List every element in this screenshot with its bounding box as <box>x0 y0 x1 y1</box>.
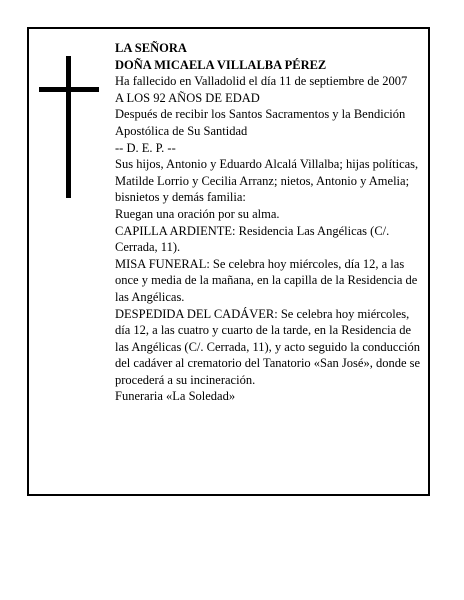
farewell-info: DESPEDIDA DEL CADÁVER: Se celebra hoy miércoles, día 12, a las cuatro y cuarto de la tarde, en la Residencia de las Angélicas (C/. Cerrada, 11), y acto seguido la conducción del cadáver al crematorio del Tanatorio «San José», donde se procederá a su incineración. <box>115 306 421 387</box>
chapel-info: CAPILLA ARDIENTE: Residencia Las Angélicas (C/. Cerrada, 11). <box>115 223 390 255</box>
funeral-home: Funeraria «La Soledad» <box>115 389 236 404</box>
cross-icon <box>39 56 99 198</box>
family-list: Sus hijos, Antonio y Eduardo Alcalá Villalba; hijas políticas, Matilde Lorrio y Cecilia Arranz; nietos, Antonio y Amelia; bisnietos y demás familia: <box>115 157 419 205</box>
prayer-request: Ruegan una oración por su alma. <box>115 206 280 221</box>
rip-line: -- D. E. P. -- <box>115 140 176 155</box>
cross-vertical-bar <box>66 56 71 198</box>
sacraments-statement: Después de recibir los Santos Sacramentos y la Bendición Apostólica de Su Santidad <box>115 107 406 138</box>
notice-title: LA SEÑORA <box>115 41 187 55</box>
mass-info: MISA FUNERAL: Se celebra hoy miércoles, día 12, a las once y media de la mañana, en la capilla de la Residencia de las Angélicas. <box>115 256 418 304</box>
obituary-notice <box>27 27 430 496</box>
deceased-name: DOÑA MICAELA VILLALBA PÉREZ <box>115 57 327 72</box>
age-statement: A LOS 92 AÑOS DE EDAD <box>115 90 260 105</box>
death-statement: Ha fallecido en Valladolid el día 11 de septiembre de 2007 <box>115 74 408 89</box>
notice-text-block <box>115 40 423 405</box>
cross-horizontal-bar <box>39 87 99 92</box>
